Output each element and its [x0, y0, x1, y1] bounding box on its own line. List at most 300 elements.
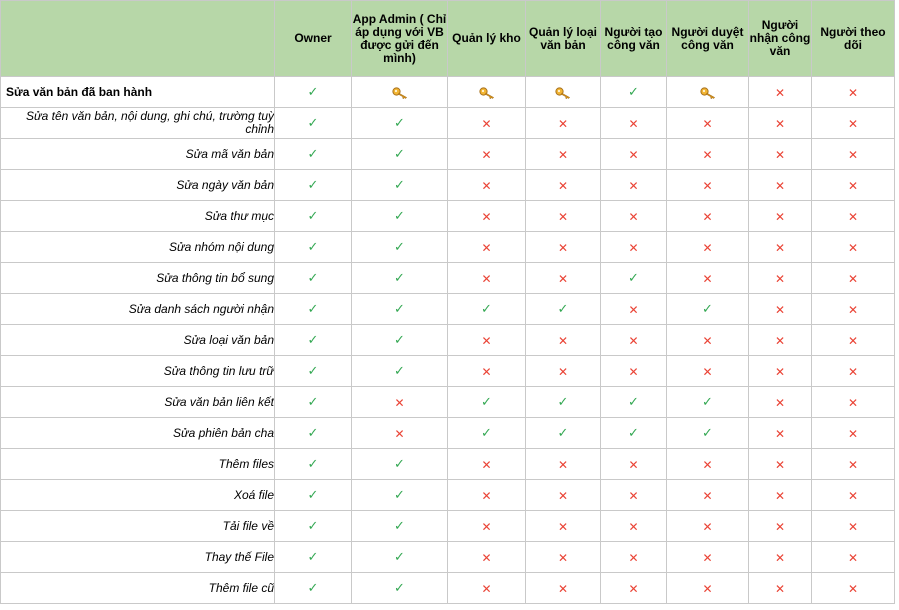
- check-icon: ✓: [307, 84, 319, 99]
- cell-warehouse-manager: [448, 356, 526, 387]
- cell-follower: [812, 201, 895, 232]
- cross-icon: ✕: [774, 178, 786, 193]
- cross-icon: ✕: [847, 302, 859, 317]
- cell-doctype-manager: [526, 139, 601, 170]
- cell-follower: [812, 294, 895, 325]
- cross-icon: ✕: [628, 488, 639, 503]
- cell-warehouse-manager: [448, 449, 526, 480]
- cell-approver: [667, 356, 749, 387]
- cell-recipient: [749, 263, 812, 294]
- key-icon: [392, 85, 408, 100]
- cross-icon: ✕: [628, 457, 639, 472]
- check-icon: ✓: [481, 394, 492, 409]
- cell-creator: [601, 201, 667, 232]
- cross-icon: ✕: [774, 457, 786, 472]
- cross-icon: ✕: [481, 333, 492, 348]
- cell-approver: [667, 201, 749, 232]
- cell-doctype-manager: [526, 480, 601, 511]
- cell-recipient: [749, 139, 812, 170]
- table-row: [1, 77, 895, 108]
- cell-warehouse-manager: [448, 480, 526, 511]
- cell-recipient: [749, 387, 812, 418]
- check-icon: ✓: [394, 208, 405, 223]
- cross-icon: ✕: [702, 550, 713, 565]
- cross-icon: ✕: [774, 333, 786, 348]
- cell-approver: [667, 263, 749, 294]
- table-row: [1, 449, 895, 480]
- cross-icon: ✕: [628, 581, 639, 596]
- cell-warehouse-manager: [448, 418, 526, 449]
- cell-recipient: [749, 232, 812, 263]
- cross-icon: ✕: [847, 333, 859, 348]
- cell-owner: [275, 263, 352, 294]
- check-icon: ✓: [394, 239, 405, 254]
- cell-creator: [601, 170, 667, 201]
- check-icon: ✓: [307, 301, 319, 316]
- cell-warehouse-manager: [448, 511, 526, 542]
- cross-icon: ✕: [847, 85, 859, 100]
- cell-follower: [812, 511, 895, 542]
- cross-icon: ✕: [628, 333, 639, 348]
- cell-warehouse-manager: [448, 325, 526, 356]
- key-icon: [479, 85, 495, 100]
- cross-icon: ✕: [774, 271, 786, 286]
- cross-icon: ✕: [557, 581, 569, 596]
- cell-warehouse-manager: [448, 77, 526, 108]
- cell-approver: [667, 449, 749, 480]
- cross-icon: ✕: [481, 364, 492, 379]
- cross-icon: ✕: [702, 488, 713, 503]
- check-icon: ✓: [394, 456, 405, 471]
- cell-doctype-manager: [526, 77, 601, 108]
- cell-doctype-manager: [526, 418, 601, 449]
- cell-owner: [275, 170, 352, 201]
- table-row: [1, 108, 895, 139]
- cross-icon: ✕: [774, 395, 786, 410]
- cross-icon: ✕: [394, 426, 405, 441]
- cell-owner: [275, 77, 352, 108]
- cell-app-admin: [352, 418, 448, 449]
- cross-icon: ✕: [847, 581, 859, 596]
- cross-icon: ✕: [702, 240, 713, 255]
- cell-app-admin: [352, 356, 448, 387]
- cell-creator: [601, 294, 667, 325]
- cell-recipient: [749, 170, 812, 201]
- permission-label: Sửa thư mục: [1, 201, 275, 232]
- check-icon: ✓: [628, 84, 639, 99]
- cross-icon: ✕: [847, 426, 859, 441]
- check-icon: ✓: [628, 270, 639, 285]
- cross-icon: ✕: [557, 209, 569, 224]
- cross-icon: ✕: [774, 85, 786, 100]
- cell-follower: [812, 77, 895, 108]
- key-icon: [700, 85, 716, 100]
- cell-approver: [667, 294, 749, 325]
- permission-label: Sửa thông tin bổ sung: [1, 263, 275, 294]
- cell-doctype-manager: [526, 108, 601, 139]
- cell-approver: [667, 108, 749, 139]
- check-icon: ✓: [307, 177, 319, 192]
- cell-approver: [667, 139, 749, 170]
- cross-icon: ✕: [628, 178, 639, 193]
- cross-icon: ✕: [702, 519, 713, 534]
- cell-app-admin: [352, 139, 448, 170]
- cross-icon: ✕: [847, 209, 859, 224]
- cell-doctype-manager: [526, 170, 601, 201]
- cell-warehouse-manager: [448, 201, 526, 232]
- check-icon: ✓: [628, 394, 639, 409]
- cross-icon: ✕: [557, 364, 569, 379]
- check-icon: ✓: [307, 146, 319, 161]
- cell-creator: [601, 356, 667, 387]
- cross-icon: ✕: [481, 178, 492, 193]
- cross-icon: ✕: [847, 395, 859, 410]
- cell-doctype-manager: [526, 511, 601, 542]
- check-icon: ✓: [394, 301, 405, 316]
- cell-creator: [601, 108, 667, 139]
- cell-warehouse-manager: [448, 263, 526, 294]
- cell-owner: [275, 139, 352, 170]
- cross-icon: ✕: [847, 550, 859, 565]
- cell-creator: [601, 77, 667, 108]
- cross-icon: ✕: [481, 271, 492, 286]
- cell-app-admin: [352, 480, 448, 511]
- cell-app-admin: [352, 542, 448, 573]
- check-icon: ✓: [394, 177, 405, 192]
- cell-creator: [601, 139, 667, 170]
- check-icon: ✓: [481, 301, 492, 316]
- cell-doctype-manager: [526, 232, 601, 263]
- check-icon: ✓: [394, 270, 405, 285]
- check-icon: ✓: [307, 270, 319, 285]
- permission-label: Sửa loại văn bản: [1, 325, 275, 356]
- check-icon: ✓: [307, 518, 319, 533]
- cross-icon: ✕: [481, 519, 492, 534]
- cross-icon: ✕: [774, 209, 786, 224]
- cross-icon: ✕: [628, 209, 639, 224]
- check-icon: ✓: [307, 549, 319, 564]
- table-row: [1, 170, 895, 201]
- cross-icon: ✕: [774, 519, 786, 534]
- cell-owner: [275, 449, 352, 480]
- cell-recipient: [749, 511, 812, 542]
- table-row: [1, 542, 895, 573]
- cell-doctype-manager: [526, 449, 601, 480]
- cell-owner: [275, 573, 352, 604]
- table-row: [1, 139, 895, 170]
- cell-warehouse-manager: [448, 573, 526, 604]
- cell-app-admin: [352, 170, 448, 201]
- cross-icon: ✕: [847, 271, 859, 286]
- table-row: [1, 480, 895, 511]
- cell-follower: [812, 573, 895, 604]
- check-icon: ✓: [307, 425, 319, 440]
- cell-follower: [812, 387, 895, 418]
- cross-icon: ✕: [557, 457, 569, 472]
- cell-recipient: [749, 542, 812, 573]
- cross-icon: ✕: [557, 333, 569, 348]
- check-icon: ✓: [394, 549, 405, 564]
- cross-icon: ✕: [481, 147, 492, 162]
- cell-owner: [275, 201, 352, 232]
- cross-icon: ✕: [394, 395, 405, 410]
- cell-app-admin: [352, 325, 448, 356]
- cell-creator: [601, 387, 667, 418]
- check-icon: ✓: [702, 301, 713, 316]
- permission-label: Sửa danh sách người nhận: [1, 294, 275, 325]
- check-icon: ✓: [557, 425, 569, 440]
- cell-app-admin: [352, 573, 448, 604]
- check-icon: ✓: [307, 456, 319, 471]
- permission-label: Thêm files: [1, 449, 275, 480]
- cell-recipient: [749, 108, 812, 139]
- cell-recipient: [749, 201, 812, 232]
- check-icon: ✓: [394, 580, 405, 595]
- cell-owner: [275, 480, 352, 511]
- cell-warehouse-manager: [448, 387, 526, 418]
- cell-app-admin: [352, 201, 448, 232]
- cross-icon: ✕: [481, 488, 492, 503]
- check-icon: ✓: [307, 115, 319, 130]
- table-row: [1, 356, 895, 387]
- cell-creator: [601, 573, 667, 604]
- cross-icon: ✕: [702, 209, 713, 224]
- cell-approver: [667, 511, 749, 542]
- cell-recipient: [749, 480, 812, 511]
- cell-follower: [812, 170, 895, 201]
- cell-follower: [812, 356, 895, 387]
- cross-icon: ✕: [557, 147, 569, 162]
- cell-owner: [275, 542, 352, 573]
- cross-icon: ✕: [557, 550, 569, 565]
- cell-app-admin: [352, 108, 448, 139]
- check-icon: ✓: [702, 394, 713, 409]
- cross-icon: ✕: [702, 178, 713, 193]
- cross-icon: ✕: [481, 209, 492, 224]
- cross-icon: ✕: [557, 488, 569, 503]
- check-icon: ✓: [307, 239, 319, 254]
- cell-recipient: [749, 77, 812, 108]
- cross-icon: ✕: [847, 457, 859, 472]
- cross-icon: ✕: [702, 116, 713, 131]
- cross-icon: ✕: [702, 271, 713, 286]
- cross-icon: ✕: [628, 116, 639, 131]
- check-icon: ✓: [557, 394, 569, 409]
- cross-icon: ✕: [847, 116, 859, 131]
- cell-creator: [601, 511, 667, 542]
- cross-icon: ✕: [774, 488, 786, 503]
- check-icon: ✓: [307, 487, 319, 502]
- cell-app-admin: [352, 511, 448, 542]
- cross-icon: ✕: [847, 519, 859, 534]
- check-icon: ✓: [394, 115, 405, 130]
- cross-icon: ✕: [557, 271, 569, 286]
- cell-creator: [601, 542, 667, 573]
- cell-doctype-manager: [526, 294, 601, 325]
- cell-approver: [667, 325, 749, 356]
- cross-icon: ✕: [557, 240, 569, 255]
- cross-icon: ✕: [847, 147, 859, 162]
- permission-label: Thay thế File: [1, 542, 275, 573]
- cell-follower: [812, 139, 895, 170]
- header-follower: Người theo dõi: [812, 1, 895, 77]
- table-row: [1, 418, 895, 449]
- check-icon: ✓: [307, 394, 319, 409]
- table-row: [1, 294, 895, 325]
- cell-creator: [601, 325, 667, 356]
- cell-doctype-manager: [526, 573, 601, 604]
- check-icon: ✓: [702, 425, 713, 440]
- cell-approver: [667, 573, 749, 604]
- cell-app-admin: [352, 263, 448, 294]
- cell-follower: [812, 263, 895, 294]
- cross-icon: ✕: [702, 364, 713, 379]
- cross-icon: ✕: [847, 240, 859, 255]
- cell-doctype-manager: [526, 356, 601, 387]
- cell-doctype-manager: [526, 325, 601, 356]
- cross-icon: ✕: [702, 581, 713, 596]
- cell-app-admin: [352, 294, 448, 325]
- cell-owner: [275, 294, 352, 325]
- check-icon: ✓: [307, 208, 319, 223]
- cross-icon: ✕: [628, 550, 639, 565]
- cell-approver: [667, 542, 749, 573]
- cell-follower: [812, 449, 895, 480]
- table-row: [1, 232, 895, 263]
- cross-icon: ✕: [774, 240, 786, 255]
- check-icon: ✓: [394, 146, 405, 161]
- cell-creator: [601, 418, 667, 449]
- cell-app-admin: [352, 387, 448, 418]
- permission-label: Xoá file: [1, 480, 275, 511]
- permission-label: Sửa văn bản liên kết: [1, 387, 275, 418]
- check-icon: ✓: [394, 518, 405, 533]
- cross-icon: ✕: [702, 457, 713, 472]
- table-row: [1, 387, 895, 418]
- permission-label: Tải file về: [1, 511, 275, 542]
- cell-approver: [667, 418, 749, 449]
- cell-approver: [667, 77, 749, 108]
- check-icon: ✓: [557, 301, 569, 316]
- permission-label: Sửa phiên bản cha: [1, 418, 275, 449]
- header-creator: Người tạo công văn: [601, 1, 667, 77]
- cross-icon: ✕: [774, 550, 786, 565]
- cell-warehouse-manager: [448, 170, 526, 201]
- key-icon: [555, 85, 571, 100]
- cell-follower: [812, 480, 895, 511]
- cell-follower: [812, 418, 895, 449]
- cross-icon: ✕: [774, 147, 786, 162]
- cross-icon: ✕: [628, 364, 639, 379]
- permission-label: Sửa nhóm nội dung: [1, 232, 275, 263]
- cell-creator: [601, 480, 667, 511]
- cross-icon: ✕: [628, 302, 639, 317]
- header-corner: [1, 1, 275, 77]
- cross-icon: ✕: [774, 581, 786, 596]
- permission-label: Sửa tên văn bản, nội dung, ghi chú, trường tuỳ chỉnh: [1, 108, 275, 139]
- cell-approver: [667, 170, 749, 201]
- cross-icon: ✕: [557, 519, 569, 534]
- permission-label: Sửa ngày văn bản: [1, 170, 275, 201]
- cell-owner: [275, 232, 352, 263]
- cross-icon: ✕: [481, 581, 492, 596]
- cell-follower: [812, 108, 895, 139]
- cell-approver: [667, 480, 749, 511]
- cell-owner: [275, 356, 352, 387]
- cell-creator: [601, 449, 667, 480]
- cross-icon: ✕: [847, 364, 859, 379]
- header-owner: Owner: [275, 1, 352, 77]
- section-label: Sửa văn bản đã ban hành: [1, 77, 275, 108]
- cross-icon: ✕: [774, 426, 786, 441]
- cell-follower: [812, 325, 895, 356]
- cross-icon: ✕: [481, 457, 492, 472]
- header-approver: Người duyệt công văn: [667, 1, 749, 77]
- table-row: [1, 511, 895, 542]
- cell-app-admin: [352, 449, 448, 480]
- cross-icon: ✕: [628, 519, 639, 534]
- table-row: [1, 325, 895, 356]
- header-recipient: Người nhận công văn: [749, 1, 812, 77]
- check-icon: ✓: [307, 580, 319, 595]
- cell-warehouse-manager: [448, 294, 526, 325]
- cell-warehouse-manager: [448, 108, 526, 139]
- cross-icon: ✕: [774, 302, 786, 317]
- cross-icon: ✕: [557, 178, 569, 193]
- cell-app-admin: [352, 77, 448, 108]
- permission-label: Sửa thông tin lưu trữ: [1, 356, 275, 387]
- cell-approver: [667, 387, 749, 418]
- cross-icon: ✕: [628, 240, 639, 255]
- check-icon: ✓: [481, 425, 492, 440]
- cell-doctype-manager: [526, 387, 601, 418]
- cell-warehouse-manager: [448, 232, 526, 263]
- cell-app-admin: [352, 232, 448, 263]
- cell-warehouse-manager: [448, 139, 526, 170]
- cross-icon: ✕: [481, 240, 492, 255]
- table-row: [1, 201, 895, 232]
- cell-creator: [601, 263, 667, 294]
- cell-doctype-manager: [526, 201, 601, 232]
- cross-icon: ✕: [702, 333, 713, 348]
- cell-doctype-manager: [526, 542, 601, 573]
- cell-creator: [601, 232, 667, 263]
- cell-recipient: [749, 294, 812, 325]
- permission-label: Thêm file cũ: [1, 573, 275, 604]
- cross-icon: ✕: [557, 116, 569, 131]
- check-icon: ✓: [307, 332, 319, 347]
- header-row: [1, 1, 895, 77]
- header-doctype-manager: Quản lý loại văn bản: [526, 1, 601, 77]
- check-icon: ✓: [307, 363, 319, 378]
- cell-recipient: [749, 356, 812, 387]
- permission-label: Sửa mã văn bản: [1, 139, 275, 170]
- table-row: [1, 263, 895, 294]
- header-app-admin: App Admin ( Chỉ áp dụng với VB được gửi đến mình): [352, 1, 448, 77]
- check-icon: ✓: [628, 425, 639, 440]
- cell-owner: [275, 387, 352, 418]
- cross-icon: ✕: [847, 488, 859, 503]
- cross-icon: ✕: [702, 147, 713, 162]
- cross-icon: ✕: [481, 550, 492, 565]
- cross-icon: ✕: [774, 116, 786, 131]
- cross-icon: ✕: [847, 178, 859, 193]
- cell-owner: [275, 325, 352, 356]
- cross-icon: ✕: [628, 147, 639, 162]
- cell-recipient: [749, 325, 812, 356]
- cell-follower: [812, 232, 895, 263]
- cell-doctype-manager: [526, 263, 601, 294]
